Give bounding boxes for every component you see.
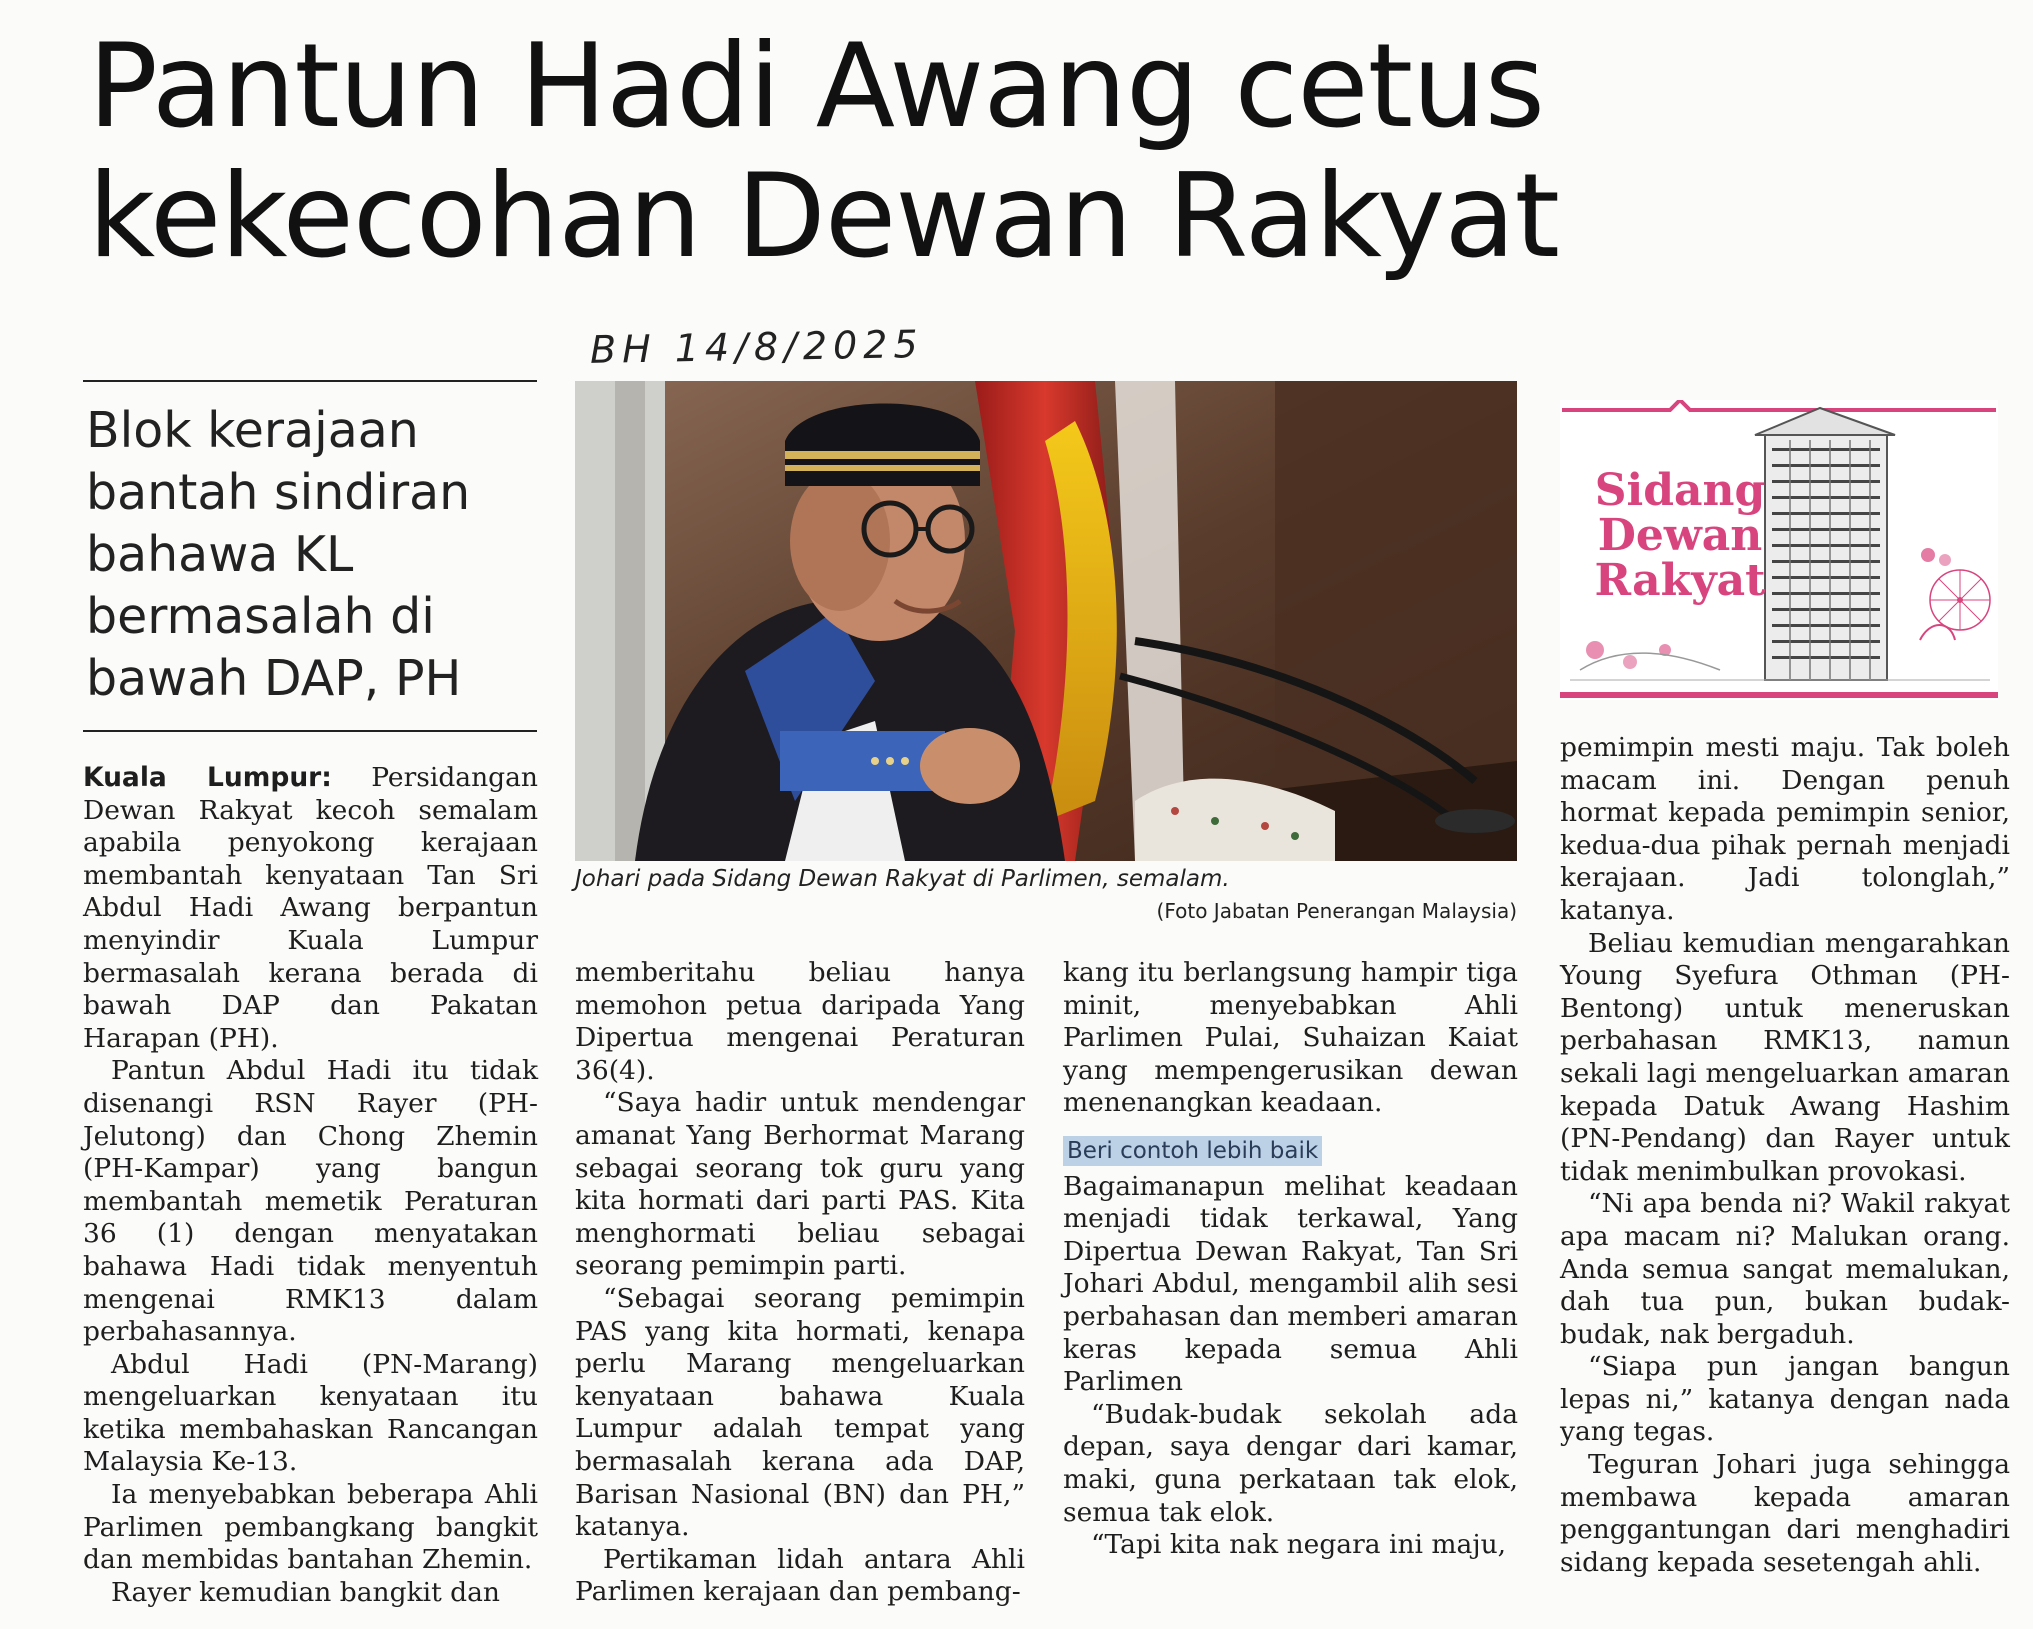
paragraph: “Tapi kita nak negara ini maju, <box>1091 1529 1507 1561</box>
headline-line-1: Pantun Hadi Awang cetus <box>88 19 1544 154</box>
paragraph-text: Persidangan Dewan Rakyat kecoh semalam apabila penyokong kerajaan membantah kenyataan Tan Sri Abdul Hadi Awang berpantun menyindir Kuala Lumpur bermasalah kerana berada di bawah DAP dan Pakatan Harapan (PH). <box>83 762 538 1054</box>
paragraph: Bagaimanapun melihat keadaan menjadi tidak terkawal, Yang Dipertua Dewan Rakyat, Tan Sri Johari Abdul, mengambil alih sesi perbahasan dan memberi amaran keras kepada semua Ahli Parlimen <box>1063 1170 1518 1398</box>
paragraph: “Budak-budak sekolah ada depan, saya dengar dari kamar, maki, guna perkataan tak elok, semua tak elok. <box>1063 1398 1518 1528</box>
paragraph: memberitahu beliau hanya memohon petua daripada Yang Dipertua mengenai Peraturan 36(4). <box>575 957 1025 1086</box>
deck-top-rule <box>83 380 537 382</box>
deck-bottom-rule <box>83 730 537 732</box>
parliament-building-icon <box>1560 400 1998 700</box>
paragraph <box>83 762 538 1055</box>
headline <box>88 19 1948 284</box>
section-logo-sidang-dewan-rakyat <box>1560 400 1998 700</box>
paragraph: “Sebagai seorang pemimpin PAS yang kita hormati, kenapa perlu Marang mengeluarkan kenyataan bahawa Kuala Lumpur adalah tempat yang bermasalah kerana ada DAP, Barisan Nasional (BN) dan PH,” katanya. <box>575 1282 1025 1543</box>
handwritten-date-stamp: BH 14/8/2025 <box>589 322 924 372</box>
logo-line-1: Sidang <box>1594 465 1766 516</box>
paragraph: kang itu berlangsung hampir tiga minit, menyebabkan Ahli Parlimen Pulai, Suhaizan Kaiat yang mempengerusikan dewan menenangkan keadaan. <box>1063 957 1518 1119</box>
photo-illustration <box>575 381 1517 861</box>
subhead: Beri contoh lebih baik <box>1063 1136 1322 1166</box>
photo-credit: (Foto Jabatan Penerangan Malaysia) <box>1156 899 1517 923</box>
paragraph: pemimpin mesti maju. Tak boleh macam ini. Dengan penuh hormat kepada pemimpin senior, kedua-dua pihak pernah menjadi kerajaan. Jadi tolonglah,” katanya. <box>1560 732 2010 926</box>
paragraph: Pantun Abdul Hadi itu tidak disenangi RSN Rayer (PH-Jelutong) dan Chong Zhemin (PH-Kampar) yang bangun membantah memetik Peraturan 36 (1) dengan menyatakan bahawa Hadi tidak menyentuh mengenai RMK13 dalam perbahasannya. <box>83 1055 538 1348</box>
paragraph: Beliau kemudian mengarahkan Young Syefura Othman (PH-Bentong) untuk meneruskan perbahasan RMK13, namun sekali lagi mengeluarkan amaran kepada Datuk Awang Hashim (PN-Pendang) dan Rayer untuk tidak menimbulkan provokasi. <box>1560 927 2010 1187</box>
headline-line-2: kekecohan Dewan Rakyat <box>88 149 1559 284</box>
article-column-3 <box>1063 957 1518 1562</box>
article-column-2 <box>575 957 1025 1609</box>
photo-caption: Johari pada Sidang Dewan Rakyat di Parlimen, semalam. <box>575 866 1230 892</box>
paragraph: “Saya hadir untuk mendengar amanat Yang Berhormat Marang sebagai seorang tok guru yang kita hormati dari parti PAS. Kita menghormati beliau sebagai seorang pemimpin parti. <box>575 1087 1025 1282</box>
paragraph: Pertikaman lidah antara Ahli Parlimen kerajaan dan pembang- <box>575 1543 1025 1608</box>
dateline: Kuala Lumpur: <box>83 762 332 793</box>
subhead-wrapper <box>1063 1134 1518 1167</box>
paragraph: Abdul Hadi (PN-Marang) mengeluarkan kenyataan itu ketika membahaskan Rancangan Malaysia Ke-13. <box>83 1348 538 1478</box>
paragraph: “Siapa pun jangan bangun lepas ni,” katanya dengan nada yang tegas. <box>1560 1351 2010 1448</box>
article-photo <box>575 381 1517 861</box>
article-column-4 <box>1560 732 2010 1579</box>
paragraph: Rayer kemudian bangkit dan <box>111 1576 500 1608</box>
article-column-1 <box>83 762 538 1609</box>
deck-subheadline: Blok kerajaan bantah sindiran bahawa KL bermasalah di bawah DAP, PH <box>86 402 471 707</box>
paragraph: “Ni apa benda ni? Wakil rakyat apa macam ni? Malukan orang. Anda semua sangat memalukan, dah tua pun, bukan budak-budak, nak bergaduh. <box>1560 1188 2010 1350</box>
paragraph: Teguran Johari juga sehingga membawa kepada amaran penggantungan dari menghadiri sidang kepada sesetengah ahli. <box>1560 1449 2010 1578</box>
logo-line-2: Dewan <box>1597 510 1763 561</box>
logo-line-3: Rakyat <box>1594 555 1766 606</box>
paragraph: Ia menyebabkan beberapa Ahli Parlimen pembangkang bangkit dan membidas bantahan Zhemin. <box>83 1479 538 1576</box>
